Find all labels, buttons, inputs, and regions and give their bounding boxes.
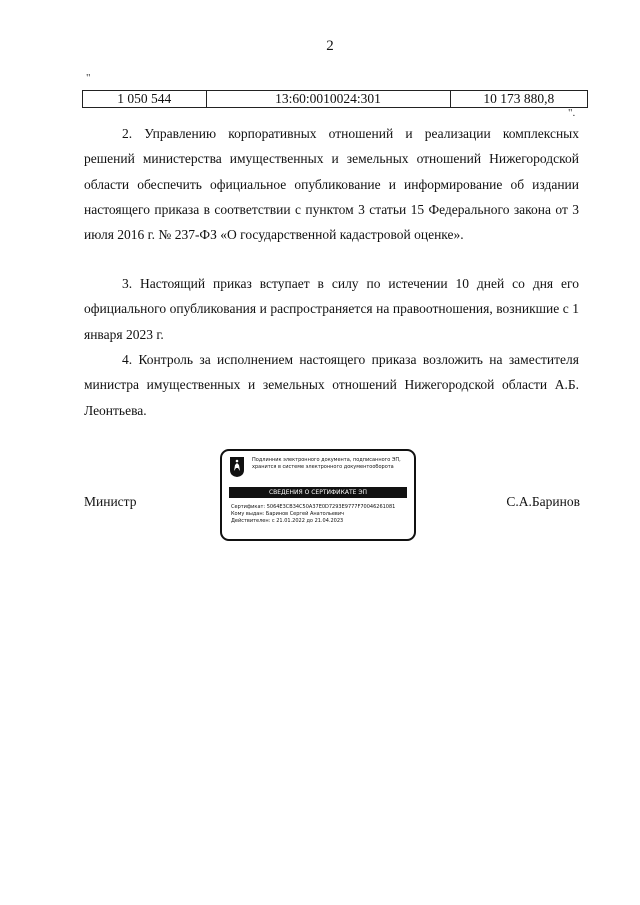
certificate-value: 5064E3CB34C50A37E0D7293E9777F70046261081 bbox=[266, 504, 396, 510]
area-cell: 1 050 544 bbox=[83, 91, 207, 107]
paragraph-4: 4. Контроль за исполнением настоящего приказа возложить на заместителя министра имущественных и земельных отношений Нижегородской области А.Б. Леонтьева. bbox=[84, 352, 579, 418]
cadastral-number-cell: 13:60:0010024:301 bbox=[207, 91, 451, 107]
valid-label: Действителен: bbox=[231, 518, 271, 524]
certificate-label: Сертификат: bbox=[231, 504, 266, 510]
table-row bbox=[82, 90, 588, 108]
issued-to-value: Баринов Сергей Анатольевич bbox=[265, 511, 345, 517]
valid-line bbox=[231, 518, 411, 525]
page-number: 2 bbox=[326, 38, 334, 54]
stamp-header: СВЕДЕНИЯ О СЕРТИФИКАТЕ ЭП bbox=[229, 487, 407, 498]
minister-title: Министр bbox=[84, 494, 137, 509]
stamp-notice: Подлинник электронного документа, подписанного ЭП, хранится в системе электронного документооборота bbox=[252, 457, 401, 470]
signer-name: С.А.Баринов bbox=[506, 494, 580, 509]
certificate-stamp bbox=[220, 449, 416, 541]
coat-of-arms-icon bbox=[229, 456, 245, 478]
paragraph-3: 3. Настоящий приказ вступает в силу по истечении 10 дней со дня его официального опубликования и распространяется на правоотношения, возникшие с 1 января 2023 г. bbox=[84, 276, 579, 342]
paragraph-2: 2. Управлению корпоративных отношений и реализации комплексных решений министерства имущественных и земельных отношений Нижегородской области обеспечить официальное опубликование и информирование об издании настоящего приказа в соответствии с пунктом 3 статьи 15 Федерального закона от 3 июля 2016 г. № 237-ФЗ «О государственной кадастровой оценке». bbox=[84, 126, 579, 243]
valid-value: с 21.01.2022 до 21.04.2023 bbox=[271, 518, 344, 524]
table-open-quote: " bbox=[86, 72, 91, 84]
certificate-line bbox=[231, 504, 411, 511]
value-cell: 10 173 880,8 bbox=[483, 91, 555, 106]
issued-to-label: Кому выдан: bbox=[231, 511, 265, 517]
issued-to-line bbox=[231, 511, 411, 518]
table-close-quote: ". bbox=[568, 107, 576, 119]
